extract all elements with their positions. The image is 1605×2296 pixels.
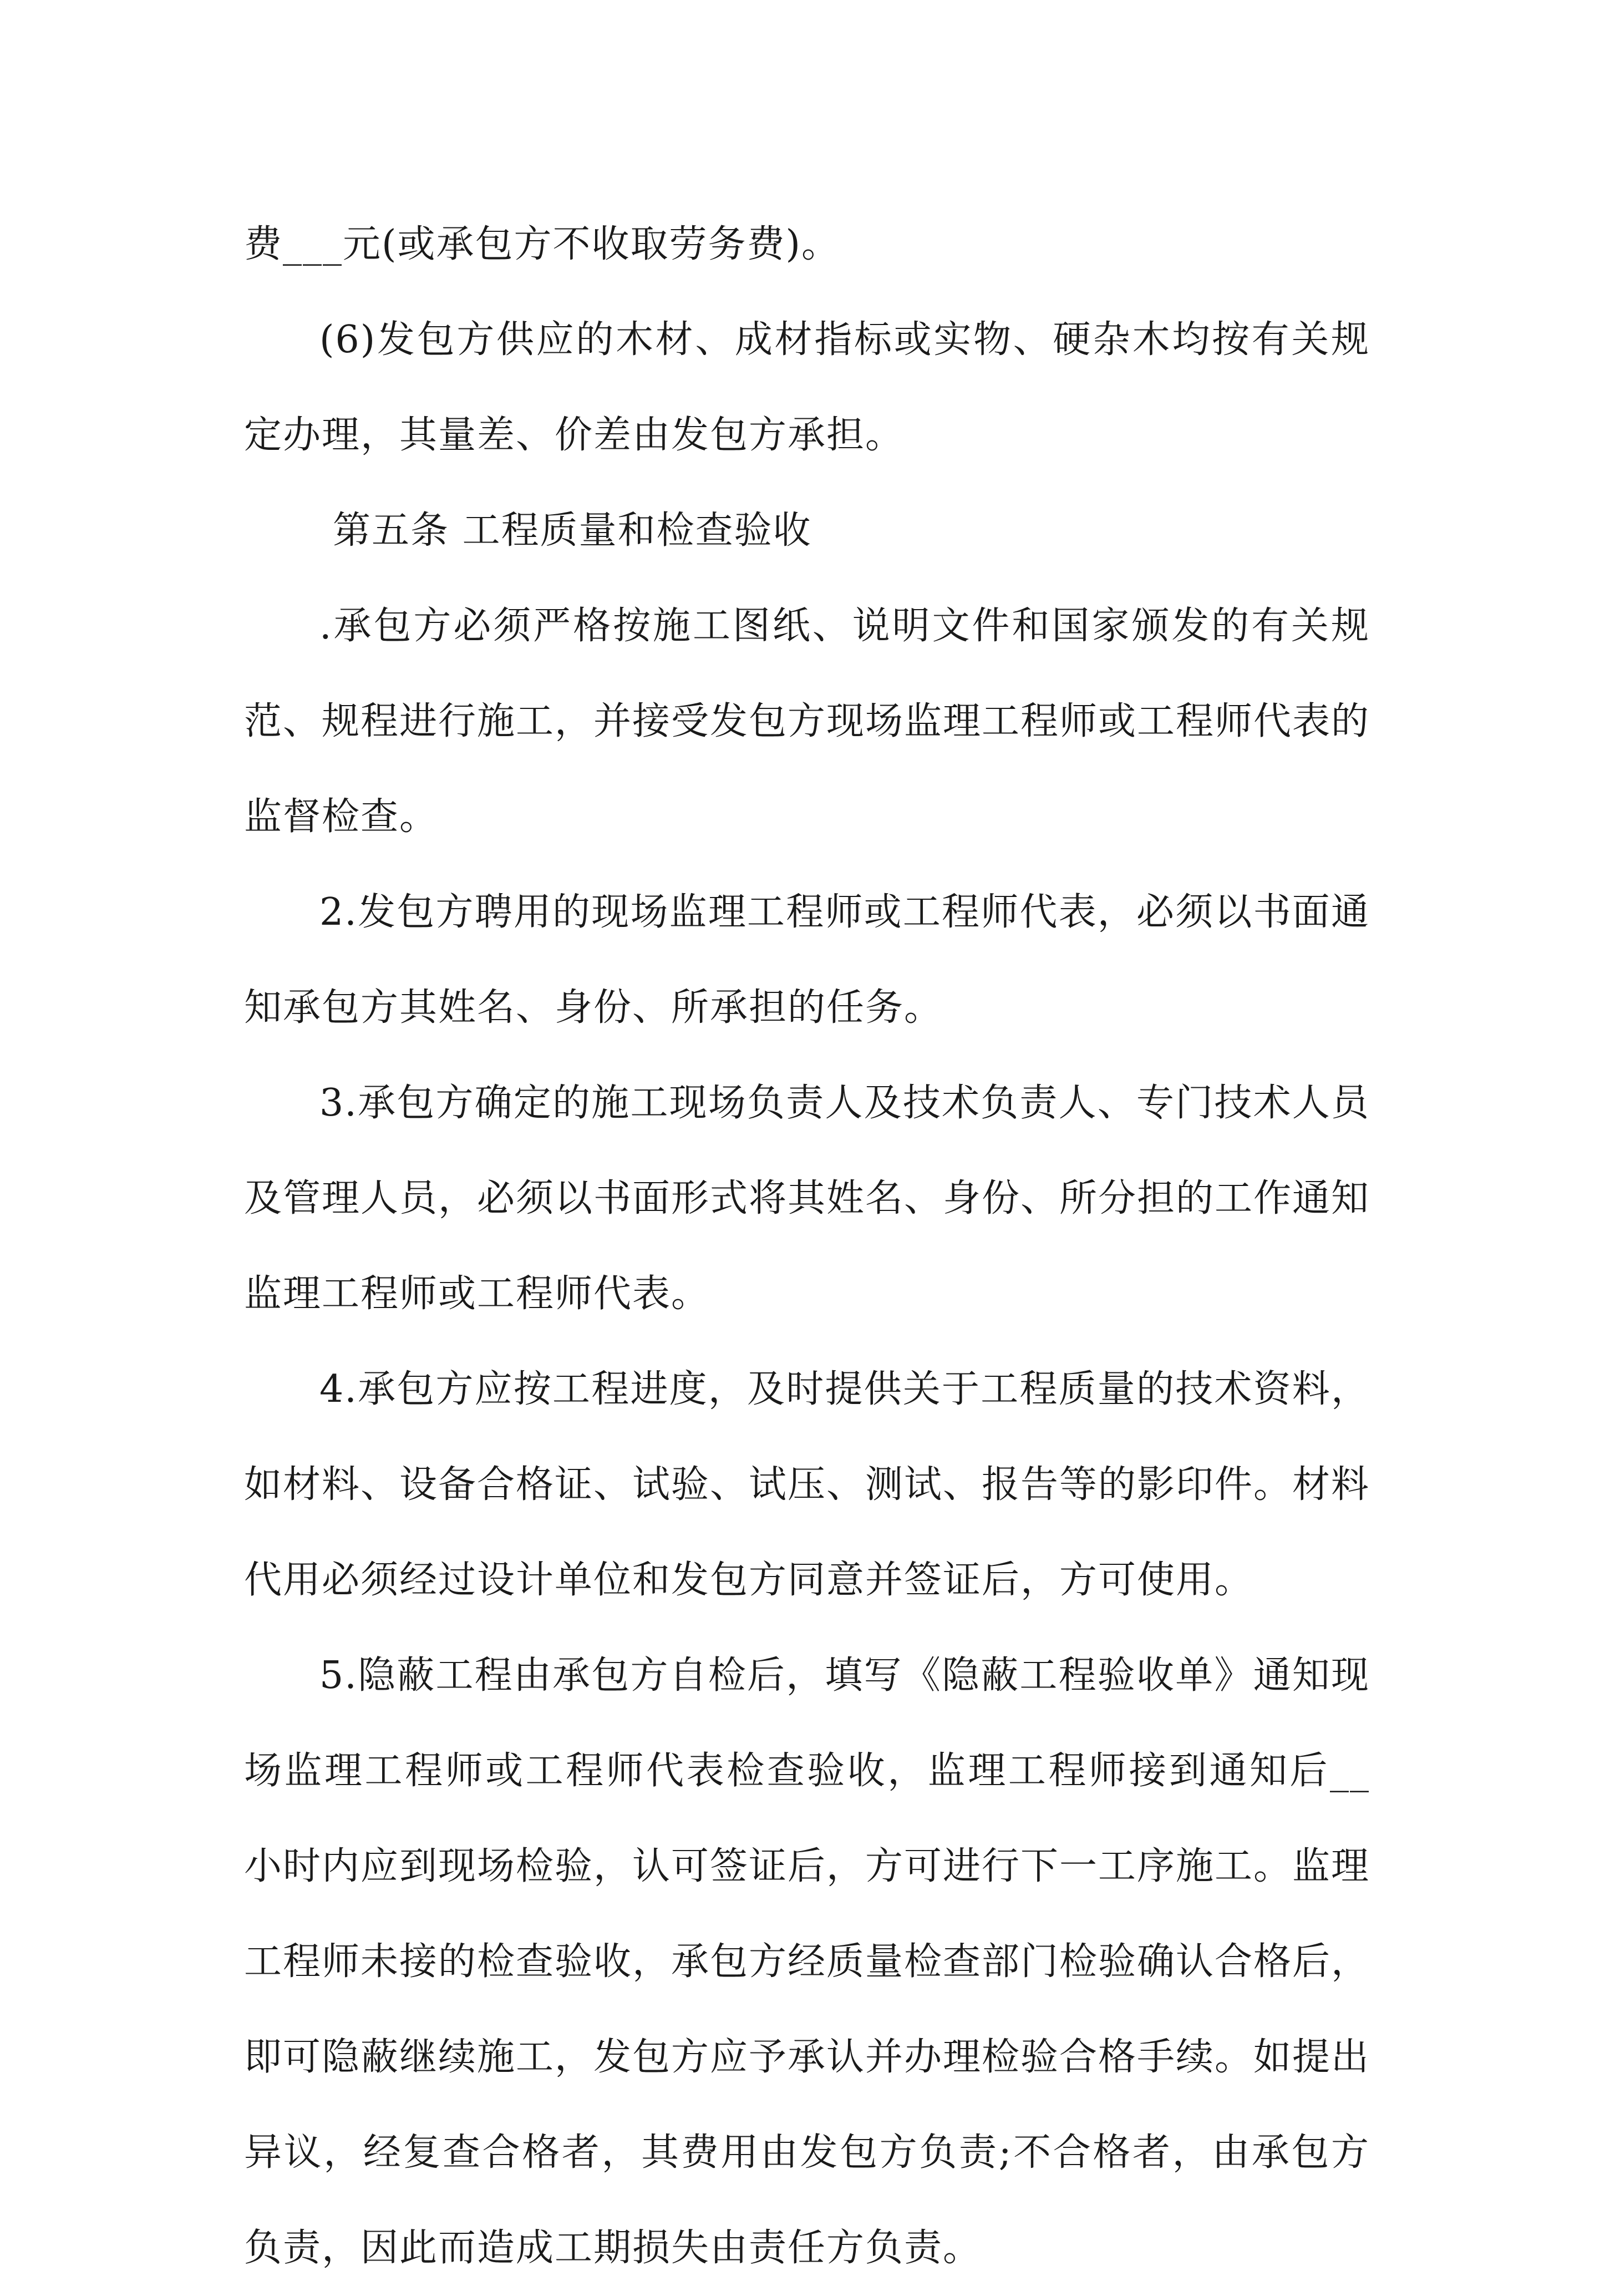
paragraph-timber-supply: (6)发包方供应的木材、成材指标或实物、硬杂木均按有关规定办理，其量差、价差由发包方承担。 <box>244 318 1370 457</box>
paragraph-item-1: .承包方必须严格按施工图纸、说明文件和国家颁发的有关规范、规程进行施工，并接受发包方现场监理工程师或工程师代表的监督检查。 <box>244 604 1370 839</box>
paragraph-fee-line: 费___元(或承包方不收取劳务费)。 <box>244 222 841 266</box>
paragraph-item-3: 3.承包方确定的施工现场负责人及技术负责人、专门技术人员及管理人员，必须以书面形式将其姓名、身份、所分担的工作通知监理工程师或工程师代表。 <box>244 1081 1370 1316</box>
paragraph-item-2: 2.发包方聘用的现场监理工程师或工程师代表，必须以书面通知承包方其姓名、身份、所承担的任务。 <box>244 890 1370 1030</box>
paragraph-item-4: 4.承包方应按工程进度，及时提供关于工程质量的技术资料，如材料、设备合格证、试验、试压、测试、报告等的影印件。材料代用必须经过设计单位和发包方同意并签证后，方可使用。 <box>244 1367 1370 1602</box>
document-body <box>244 197 1370 2296</box>
section-heading-article-5: 第五条 工程质量和检查验收 <box>333 509 812 553</box>
paragraph-item-5: 5.隐蔽工程由承包方自检后，填写《隐蔽工程验收单》通知现场监理工程师或工程师代表检查验收，监理工程师接到通知后__小时内应到现场检验，认可签证后，方可进行下一工序施工。监理工程师未接的检查验收，承包方经质量检查部门检验确认合格后，即可隐蔽继续施工，发包方应予承认并办理检验合格手续。如提出异议，经复查合格者，其费用由发包方负责;不合格者，由承包方负责，因此而造成工期损失由责任方负责。 <box>244 1654 1370 2270</box>
